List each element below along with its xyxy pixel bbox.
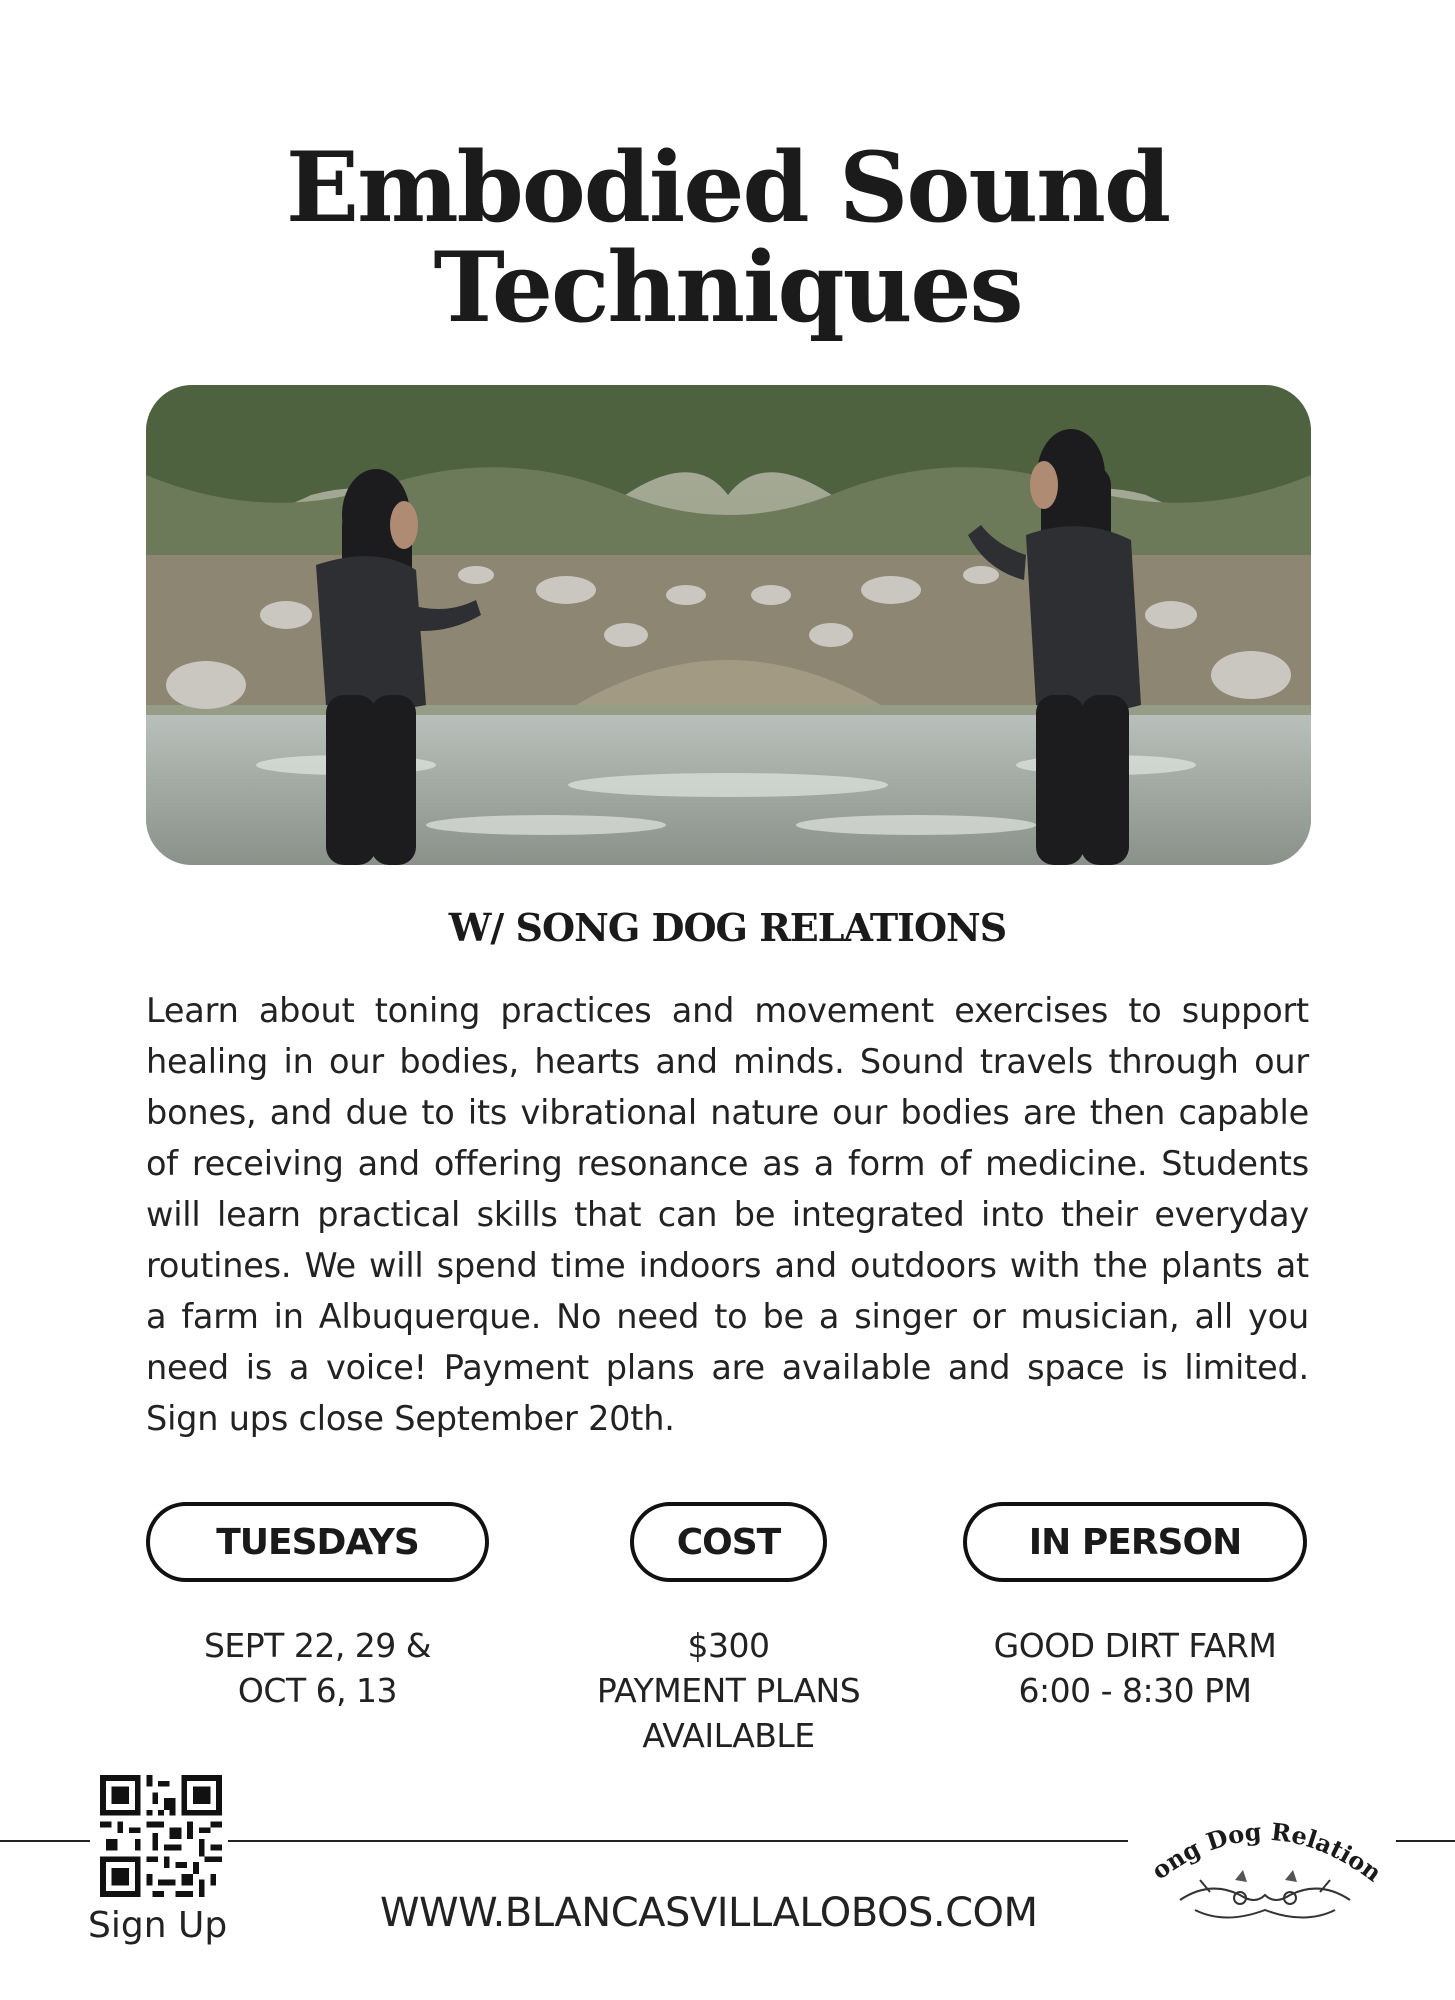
title-line-1: Embodied Sound	[285, 131, 1170, 244]
cost-line: PAYMENT PLANS	[596, 1671, 861, 1710]
hero-photo	[146, 385, 1311, 865]
cost-line: AVAILABLE	[642, 1716, 815, 1755]
svg-text:Song Dog Relations	[1140, 1780, 1387, 1888]
logo-text: ong Dog Relation	[1145, 1816, 1388, 1888]
song-dog-relations-logo	[1140, 1780, 1390, 1940]
location-line: 6:00 - 8:30 PM	[1018, 1671, 1252, 1710]
schedule-badge: TUESDAYS	[146, 1502, 489, 1582]
footer-divider	[0, 1840, 90, 1842]
website-link[interactable]: WWW.BLANCASVILLALOBOS.COM	[380, 1890, 1038, 1936]
cost-line: $300	[687, 1626, 770, 1665]
subtitle: W/ SONG DOG RELATIONS	[448, 905, 1007, 950]
page-title	[0, 131, 1455, 344]
cost-badge: COST	[630, 1502, 827, 1582]
footer-divider	[228, 1840, 1128, 1842]
qr-code-icon[interactable]	[100, 1775, 222, 1897]
cost-details	[560, 1623, 897, 1758]
schedule-details	[146, 1623, 489, 1713]
description-text: Learn about toning practices and movement exercises to support healing in our bodies, hearts and minds. Sound travels through our bones, and due to its vibrational nature our bodies are then capable of receiving and offering resonance as a form of medicine. Students will learn practical skills that can be integrated into their everyday routines. We will spend time indoors and outdoors with the plants at a farm in Albuquerque. No need to be a singer or musician, all you need is a voice! Payment plans are available and space is limited. Sign ups close September 20th.	[146, 991, 1309, 1438]
location-badge: IN PERSON	[963, 1502, 1307, 1582]
location-details	[963, 1623, 1307, 1713]
schedule-line: SEPT 22, 29 &	[203, 1626, 432, 1665]
title-line-2: Techniques	[433, 231, 1022, 344]
footer-divider	[1396, 1840, 1455, 1842]
schedule-line: OCT 6, 13	[237, 1671, 398, 1710]
location-line: GOOD DIRT FARM	[993, 1626, 1277, 1665]
signup-label: Sign Up	[88, 1905, 228, 1946]
